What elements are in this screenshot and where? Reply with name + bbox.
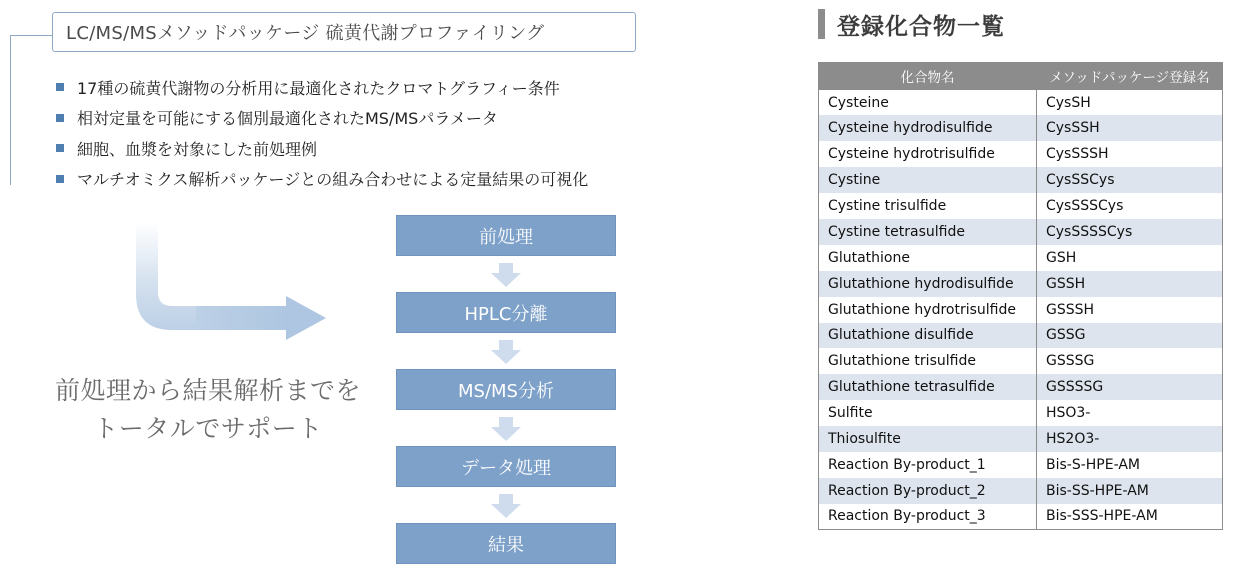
bullet-square-icon <box>56 144 64 152</box>
compound-name-cell: Sulfite <box>819 400 1037 426</box>
package-title: LC/MS/MSメソッドパッケージ 硫黄代謝プロファイリング <box>52 12 636 52</box>
feature-item <box>56 103 588 134</box>
title-connector-line <box>10 35 52 36</box>
down-arrow-icon <box>491 263 521 287</box>
table-row <box>819 323 1223 349</box>
registered-name-cell: Bis-S-HPE-AM <box>1037 452 1223 478</box>
down-arrow-icon <box>491 417 521 441</box>
tagline-line: 前処理から結果解析までを <box>54 376 361 405</box>
feature-text: マルチオミクス解析パッケージとの組み合わせによる定量結果の可視化 <box>77 170 589 190</box>
bullet-square-icon <box>56 83 64 91</box>
registered-name-cell: GSSSG <box>1037 348 1223 374</box>
compound-name-cell: Cysteine hydrotrisulfide <box>819 141 1037 167</box>
table-row <box>819 478 1223 504</box>
compound-list-title: 登録化合物一覧 <box>837 13 1005 40</box>
table-row <box>819 141 1223 167</box>
registered-name-cell: GSSSH <box>1037 297 1223 323</box>
feature-text: 細胞、血漿を対象にした前処理例 <box>77 139 318 159</box>
registered-name-cell: GSSG <box>1037 323 1223 349</box>
compound-name-cell: Reaction By-product_3 <box>819 504 1037 530</box>
feature-item <box>56 133 588 164</box>
feature-text: 17種の硫黄代謝物の分析用に最適化されたクロマトグラフィー条件 <box>77 78 560 98</box>
table-header-row <box>819 63 1223 90</box>
compound-name-cell: Glutathione hydrodisulfide <box>819 271 1037 297</box>
tagline <box>40 372 376 448</box>
table-row <box>819 504 1223 530</box>
registered-name-cell: GSSSSG <box>1037 374 1223 400</box>
tagline-line: トータルでサポート <box>93 414 323 443</box>
table-row <box>819 297 1223 323</box>
registered-name-cell: Bis-SS-HPE-AM <box>1037 478 1223 504</box>
compound-name-cell: Glutathione hydrotrisulfide <box>819 297 1037 323</box>
compound-name-cell: Cystine <box>819 167 1037 193</box>
bullet-square-icon <box>56 114 64 122</box>
column-header-compound: 化合物名 <box>819 63 1037 90</box>
table-row <box>819 193 1223 219</box>
feature-text: 相対定量を可能にする個別最適化されたMS/MSパラメータ <box>77 109 498 129</box>
bullet-square-icon <box>56 175 64 183</box>
workflow-step: データ処理 <box>396 446 616 487</box>
workflow-step: MS/MS分析 <box>396 369 616 410</box>
table-row <box>819 115 1223 141</box>
table-row <box>819 245 1223 271</box>
compound-name-cell: Cysteine hydrodisulfide <box>819 115 1037 141</box>
table-row <box>819 400 1223 426</box>
curved-arrow-icon <box>136 222 328 346</box>
table-row <box>819 219 1223 245</box>
table-row <box>819 348 1223 374</box>
feature-list <box>56 72 588 194</box>
compound-name-cell: Glutathione trisulfide <box>819 348 1037 374</box>
table-row <box>819 374 1223 400</box>
registered-name-cell: HSO3- <box>1037 400 1223 426</box>
table-row <box>819 452 1223 478</box>
feature-item <box>56 164 588 195</box>
compound-name-cell: Glutathione disulfide <box>819 323 1037 349</box>
down-arrow-icon <box>491 340 521 364</box>
feature-item <box>56 72 588 103</box>
compound-name-cell: Cystine trisulfide <box>819 193 1037 219</box>
compound-name-cell: Cysteine <box>819 90 1037 116</box>
registered-name-cell: CysSH <box>1037 90 1223 116</box>
registered-name-cell: CysSSCys <box>1037 167 1223 193</box>
compound-name-cell: Glutathione <box>819 245 1037 271</box>
compound-table-body <box>819 90 1223 530</box>
registered-name-cell: Bis-SSS-HPE-AM <box>1037 504 1223 530</box>
compound-name-cell: Reaction By-product_1 <box>819 452 1037 478</box>
registered-name-cell: GSH <box>1037 245 1223 271</box>
registered-name-cell: CysSSSSCys <box>1037 219 1223 245</box>
workflow-step: 結果 <box>396 523 616 564</box>
compound-table <box>818 62 1223 530</box>
workflow-step: 前処理 <box>396 215 616 256</box>
table-row <box>819 167 1223 193</box>
workflow-step: HPLC分離 <box>396 292 616 333</box>
table-row <box>819 90 1223 116</box>
compound-list-heading <box>818 8 1005 40</box>
compound-name-cell: Reaction By-product_2 <box>819 478 1037 504</box>
compound-name-cell: Glutathione tetrasulfide <box>819 374 1037 400</box>
registered-name-cell: CysSSSH <box>1037 141 1223 167</box>
registered-name-cell: CysSSSCys <box>1037 193 1223 219</box>
column-header-registered-name: メソッドパッケージ登録名 <box>1037 63 1223 90</box>
registered-name-cell: CysSSH <box>1037 115 1223 141</box>
table-row <box>819 271 1223 297</box>
registered-name-cell: HS2O3- <box>1037 426 1223 452</box>
heading-bar <box>818 9 825 39</box>
features-bracket-line <box>10 35 11 185</box>
registered-name-cell: GSSH <box>1037 271 1223 297</box>
compound-name-cell: Cystine tetrasulfide <box>819 219 1037 245</box>
compound-name-cell: Thiosulfite <box>819 426 1037 452</box>
down-arrow-icon <box>491 494 521 518</box>
table-row <box>819 426 1223 452</box>
